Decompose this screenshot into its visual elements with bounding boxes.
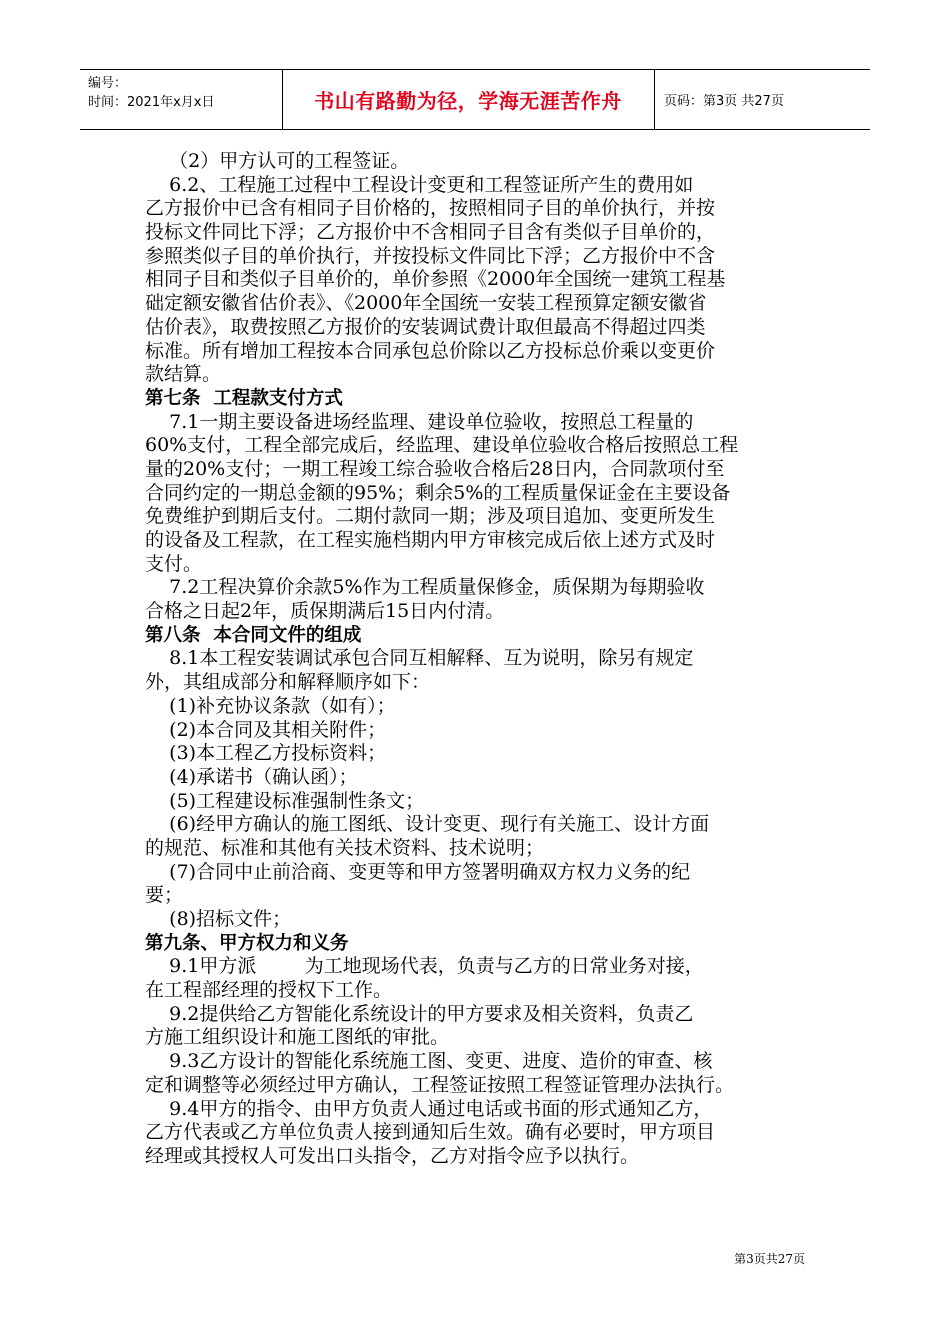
paragraph-line: 乙方代表或乙方单位负责人接到通知后生效。确有必要时，甲方项目 — [145, 1121, 716, 1144]
paragraph-line: (2)本合同及其相关附件； — [145, 718, 387, 741]
paragraph-line: 6.2、工程施工过程中工程设计变更和工程签证所产生的费用如 — [145, 173, 694, 196]
paragraph-line: 要； — [145, 884, 184, 907]
paragraph-line: 9.3乙方设计的智能化系统施工图、变更、进度、造价的审查、核 — [145, 1050, 713, 1073]
paragraph-line: 9.1甲方派 为工地现场代表，负责与乙方的日常业务对接， — [145, 955, 704, 978]
paragraph-line: 款结算。 — [145, 363, 222, 386]
paragraph-line: 合同约定的一期总金额的95%；剩余5%的工程质量保证金在主要设备 — [145, 481, 731, 504]
page-footer: 第3页共27页 — [734, 1252, 805, 1266]
paragraph-line: 在工程部经理的授权下工作。 — [145, 979, 393, 1002]
paragraph-line: 60%支付，工程全部完成后，经监理、建设单位验收合格后按照总工程 — [145, 434, 739, 457]
paragraph-line: (6)经甲方确认的施工图纸、设计变更、现行有关施工、设计方面 — [145, 813, 710, 836]
paragraph-line: 7.2工程决算价余款5%作为工程质量保修金，质保期为每期验收 — [145, 576, 705, 599]
paragraph-line: (1)补充协议条款（如有）； — [145, 694, 396, 717]
paragraph-line: 7.1一期主要设备进场经监理、建设单位验收，按照总工程量的 — [145, 410, 694, 433]
paragraph-line: 免费维护到期后支付。二期付款同一期；涉及项目追加、变更所发生 — [145, 505, 716, 528]
paragraph-line: 合格之日起2年，质保期满后15日内付清。 — [145, 600, 505, 623]
paragraph-line: 9.4甲方的指令、由甲方负责人通过电话或书面的形式通知乙方， — [145, 1097, 713, 1120]
header-info — [88, 74, 214, 112]
serial-label: 编号： — [88, 76, 128, 91]
time-label: 时间：2021年x月x日 — [88, 95, 215, 110]
paragraph-line: 定和调整等必须经过甲方确认，工程签证按照工程签证管理办法执行。 — [145, 1073, 735, 1096]
paragraph-line: 相同子目和类似子目单价的，单价参照《2000年全国统一建筑工程基 — [145, 268, 726, 291]
paragraph-line: 外，其组成部分和解释顺序如下： — [145, 671, 431, 694]
document-body — [145, 150, 815, 1169]
section-heading: 第八条 本合同文件的组成 — [145, 624, 362, 646]
paragraph-line: （2）甲方认可的工程签证。 — [145, 150, 410, 172]
paragraph-line: 支付。 — [145, 552, 203, 575]
paragraph-line: 量的20%支付；一期工程竣工综合验收合格后28日内，合同款项付至 — [145, 457, 725, 480]
paragraph-line: 投标文件同比下浮；乙方报价中不含相同子目含有类似子目单价的， — [145, 221, 716, 244]
paragraph-line: 础定额安徽省估价表》、《2000年全国统一安装工程预算定额安徽省 — [145, 292, 707, 315]
section-heading: 第七条 工程款支付方式 — [145, 387, 343, 409]
paragraph-line: 乙方报价中已含有相同子目价格的，按照相同子目的单价执行，并按 — [145, 197, 716, 220]
paragraph-line: 8.1本工程安装调试承包合同互相解释、互为说明，除另有规定 — [145, 647, 694, 670]
paragraph-line: (3)本工程乙方投标资料； — [145, 742, 387, 765]
paragraph-line: 标准。所有增加工程按本合同承包总价除以乙方投标总价乘以变更价 — [145, 339, 716, 362]
paragraph-line: (5)工程建设标准强制性条文； — [145, 789, 425, 812]
paragraph-line: 参照类似子目的单价执行，并按投标文件同比下浮；乙方报价中不含 — [145, 244, 716, 267]
paragraph-line: 的设备及工程款，在工程实施档期内甲方审核完成后依上述方式及时 — [145, 529, 716, 551]
paragraph-line: 估价表》，取费按照乙方报价的安装调试费计取但最高不得超过四类 — [145, 315, 706, 338]
paragraph-line: (4)承诺书（确认函）； — [145, 765, 358, 788]
paragraph-line: 9.2提供给乙方智能化系统设计的甲方要求及相关资料，负责乙 — [145, 1002, 694, 1025]
paragraph-line: (7)合同中止前洽商、变更等和甲方签署明确双方权力义务的纪 — [145, 860, 691, 883]
paragraph-line: 的规范、标准和其他有关技术资料、技术说明； — [145, 836, 545, 859]
header-motto: 书山有路勤为径，学海无涯苦作舟 — [314, 89, 622, 113]
section-heading: 第九条、甲方权力和义务 — [145, 932, 349, 954]
paragraph-line: 经理或其授权人可发出口头指令，乙方对指令应予以执行。 — [145, 1144, 640, 1167]
paragraph-line: 方施工组织设计和施工图纸的审批。 — [145, 1026, 450, 1049]
paragraph-line: (8)招标文件； — [145, 908, 292, 930]
header-page-number: 页码：第3页 共27页 — [664, 94, 784, 109]
page-header — [80, 69, 870, 130]
header-divider — [654, 70, 655, 129]
